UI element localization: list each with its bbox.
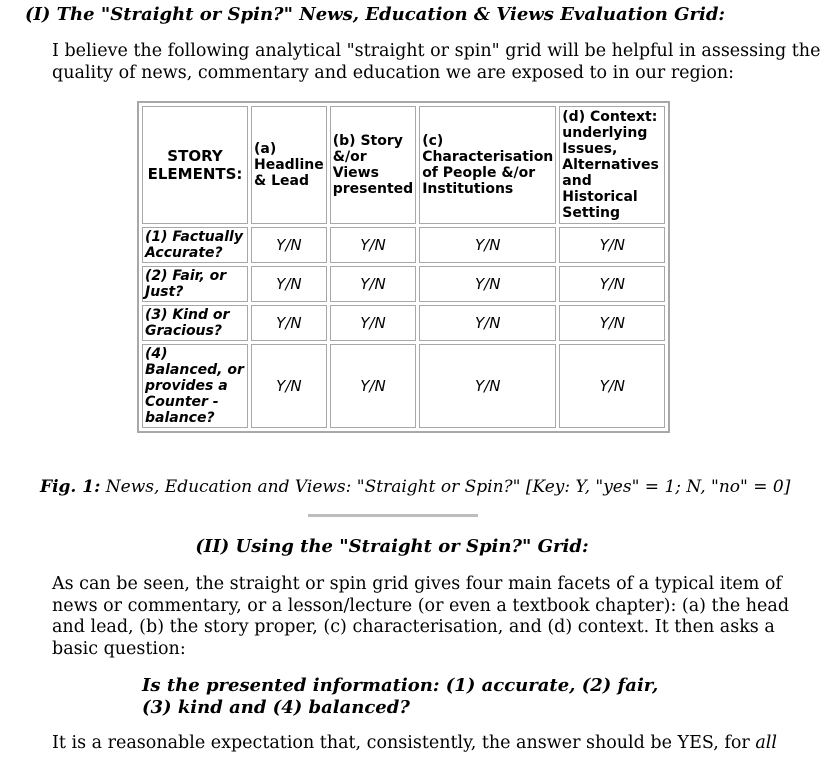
section-1-title: (I) The "Straight or Spin?" News, Education & Views Evaluation Grid: — [24, 4, 726, 25]
figure-label: Fig. 1: — [40, 477, 101, 497]
grid-cell: Y/N — [559, 305, 665, 341]
grid-cell: Y/N — [419, 344, 556, 428]
key-question — [142, 675, 658, 719]
section-2-title: (II) Using the "Straight or Spin?" Grid: — [195, 536, 589, 557]
question-line: Is the presented information: (1) accurate, (2) fair, — [142, 675, 659, 696]
row-label-fair: (2) Fair, or Just? — [142, 266, 248, 302]
grid-cell: Y/N — [251, 344, 327, 428]
emphasis-all: all — [755, 733, 777, 753]
grid-cell: Y/N — [330, 227, 416, 263]
paragraph-line: As can be seen, the straight or spin grid gives four main facets of a typical item of — [52, 574, 782, 594]
paragraph-line: and lead, (b) the story proper, (c) characterisation, and (d) context. It then asks a — [52, 617, 775, 637]
figure-caption-text: News, Education and Views: "Straight or Spin?" [Key: Y, "yes" = 1; N, "no" = 0] — [100, 477, 791, 497]
grid-cell: Y/N — [251, 227, 327, 263]
col-header-headline: (a) Headline & Lead — [251, 106, 327, 224]
table-row — [142, 305, 665, 341]
col-header-characterisation: (c) Characterisation of People &/or Institutions — [419, 106, 556, 224]
row-label-accurate: (1) Factually Accurate? — [142, 227, 248, 263]
row-label-kind: (3) Kind or Gracious? — [142, 305, 248, 341]
table-row — [142, 227, 665, 263]
grid-cell: Y/N — [251, 266, 327, 302]
grid-cell: Y/N — [559, 266, 665, 302]
intro-line: quality of news, commentary and education we are exposed to in our region: — [52, 63, 735, 83]
figure-caption — [40, 477, 790, 497]
row-label-balanced: (4) Balanced, or provides a Counter - balance? — [142, 344, 248, 428]
grid-cell: Y/N — [330, 266, 416, 302]
closing-line: It is a reasonable expectation that, consistently, the answer should be YES, for all — [52, 733, 777, 753]
grid-cell: Y/N — [419, 305, 556, 341]
grid-cell: Y/N — [251, 305, 327, 341]
evaluation-grid — [137, 101, 670, 433]
question-line: (3) kind and (4) balanced? — [142, 697, 410, 718]
grid-cell: Y/N — [559, 344, 665, 428]
grid-cell: Y/N — [330, 344, 416, 428]
corner-header: STORY ELEMENTS: — [142, 106, 248, 224]
intro-paragraph — [52, 40, 820, 84]
paragraph-line: news or commentary, or a lesson/lecture (or even a textbook chapter): (a) the head — [52, 595, 790, 616]
grid-cell: Y/N — [419, 266, 556, 302]
paragraph-line: basic question: — [52, 638, 186, 659]
intro-line: I believe the following analytical "straight or spin" grid will be helpful in assessing the — [52, 41, 820, 61]
col-header-context: (d) Context: underlying Issues, Alternatives and Historical Setting — [559, 106, 665, 224]
grid-cell: Y/N — [330, 305, 416, 341]
divider — [308, 514, 478, 517]
grid-cell: Y/N — [559, 227, 665, 263]
col-header-story: (b) Story &/or Views presented — [330, 106, 416, 224]
body-paragraph — [52, 574, 790, 660]
grid-cell: Y/N — [419, 227, 556, 263]
table-row — [142, 344, 665, 428]
table-row — [142, 266, 665, 302]
